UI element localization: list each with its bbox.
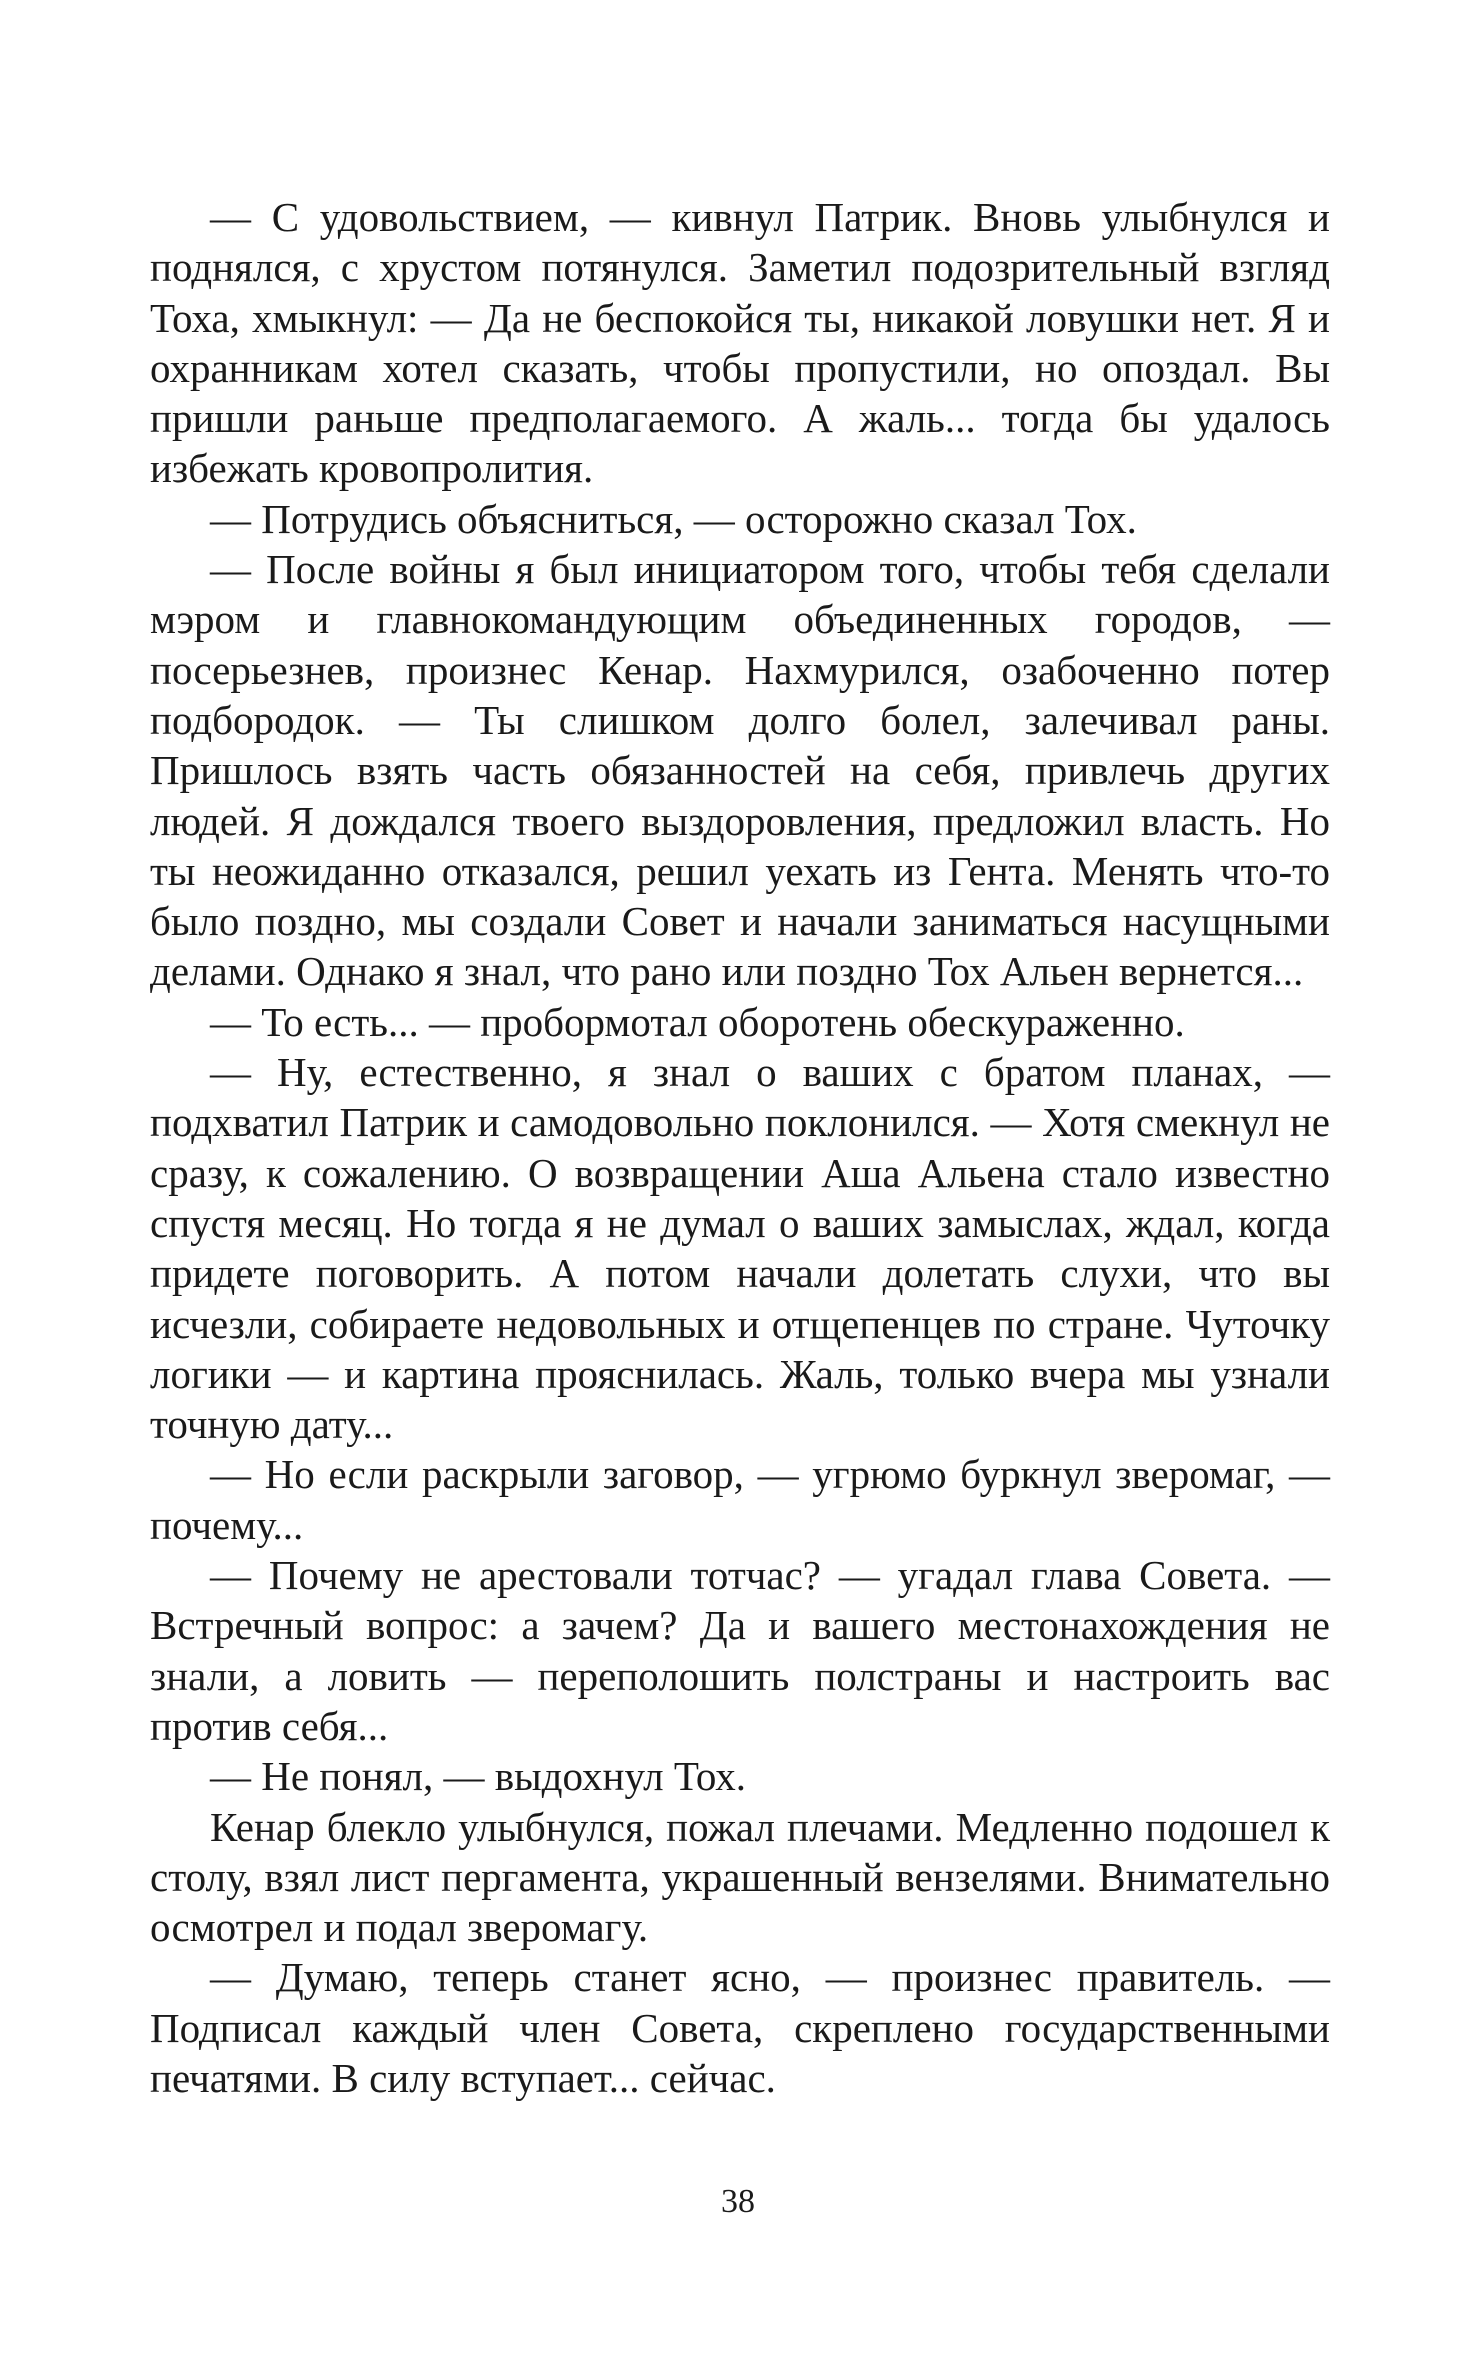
paragraph-2: — Потрудись объясниться, — осторожно сказал Тох. [210, 495, 1137, 542]
page-number: 38 [721, 2183, 755, 2220]
paragraph-6: — Но если раскрыли заговор, — угрюмо буркнул зверомаг, — почему... [150, 1451, 1330, 1548]
paragraph-5: — Ну, естественно, я знал о ваших с братом планах, — подхватил Патрик и самодовольно поклонился. — Хотя смекнул не сразу, к сожалению. О возвращении Аша Альена стало известно спустя месяц. Но тогда я не думал о ваших замыслах, ждал, когда придете поговорить. А потом начали долетать слухи, что вы исчезли, собираете недовольных и отщепенцев по стране. Чуточку логики — и картина прояснилась. Жаль, только вчера мы узнали точную дату... [150, 1049, 1330, 1448]
paragraph-4: — То есть... — пробормотал оборотень обескураженно. [210, 998, 1185, 1045]
paragraph-8: — Не понял, — выдохнул Тох. [210, 1753, 747, 1800]
paragraph-9: Кенар блекло улыбнулся, пожал плечами. Медленно подошел к столу, взял лист пергамента, украшенный вензелями. Внимательно осмотрел и подал зверомагу. [150, 1803, 1330, 1951]
body-text [150, 192, 1330, 2103]
paragraph-7: — Почему не арестовали тотчас? — угадал глава Совета. — Встречный вопрос: а зачем? Да и вашего местонахождения не знали, а ловить — переполошить полстраны и настроить вас против себя... [150, 1552, 1330, 1749]
paragraph-10: — Думаю, теперь станет ясно, — произнес правитель. — Подписал каждый член Совета, скреплено государственными печатями. В силу вступает... сейчас. [150, 1954, 1330, 2101]
paragraph-1: — С удовольствием, — кивнул Патрик. Вновь улыбнулся и поднялся, с хрустом потянулся. Заметил подозрительный взгляд Тоха, хмыкнул: — Да не беспокойся ты, никакой ловушки нет. Я и охранникам хотел сказать, чтобы пропустили, но опоздал. Вы пришли раньше предполагаемого. А жаль... тогда бы удалось избежать кровопролития. [150, 194, 1330, 492]
paragraph-3: — После войны я был инициатором того, чтобы тебя сделали мэром и главнокомандующим объединенных городов, — посерьезнев, произнес Кенар. Нахмурился, озабоченно потер подбородок. — Ты слишком долго болел, залечивал раны. Пришлось взять часть обязанностей на себя, привлечь других людей. Я дождался твоего выздоровления, предложил власть. Но ты неожиданно отказался, решил уехать из Гента. Менять что-то было поздно, мы создали Совет и начали заниматься насущными делами. Однако я знал, что рано или поздно Тох Альен вернется... [150, 546, 1330, 995]
